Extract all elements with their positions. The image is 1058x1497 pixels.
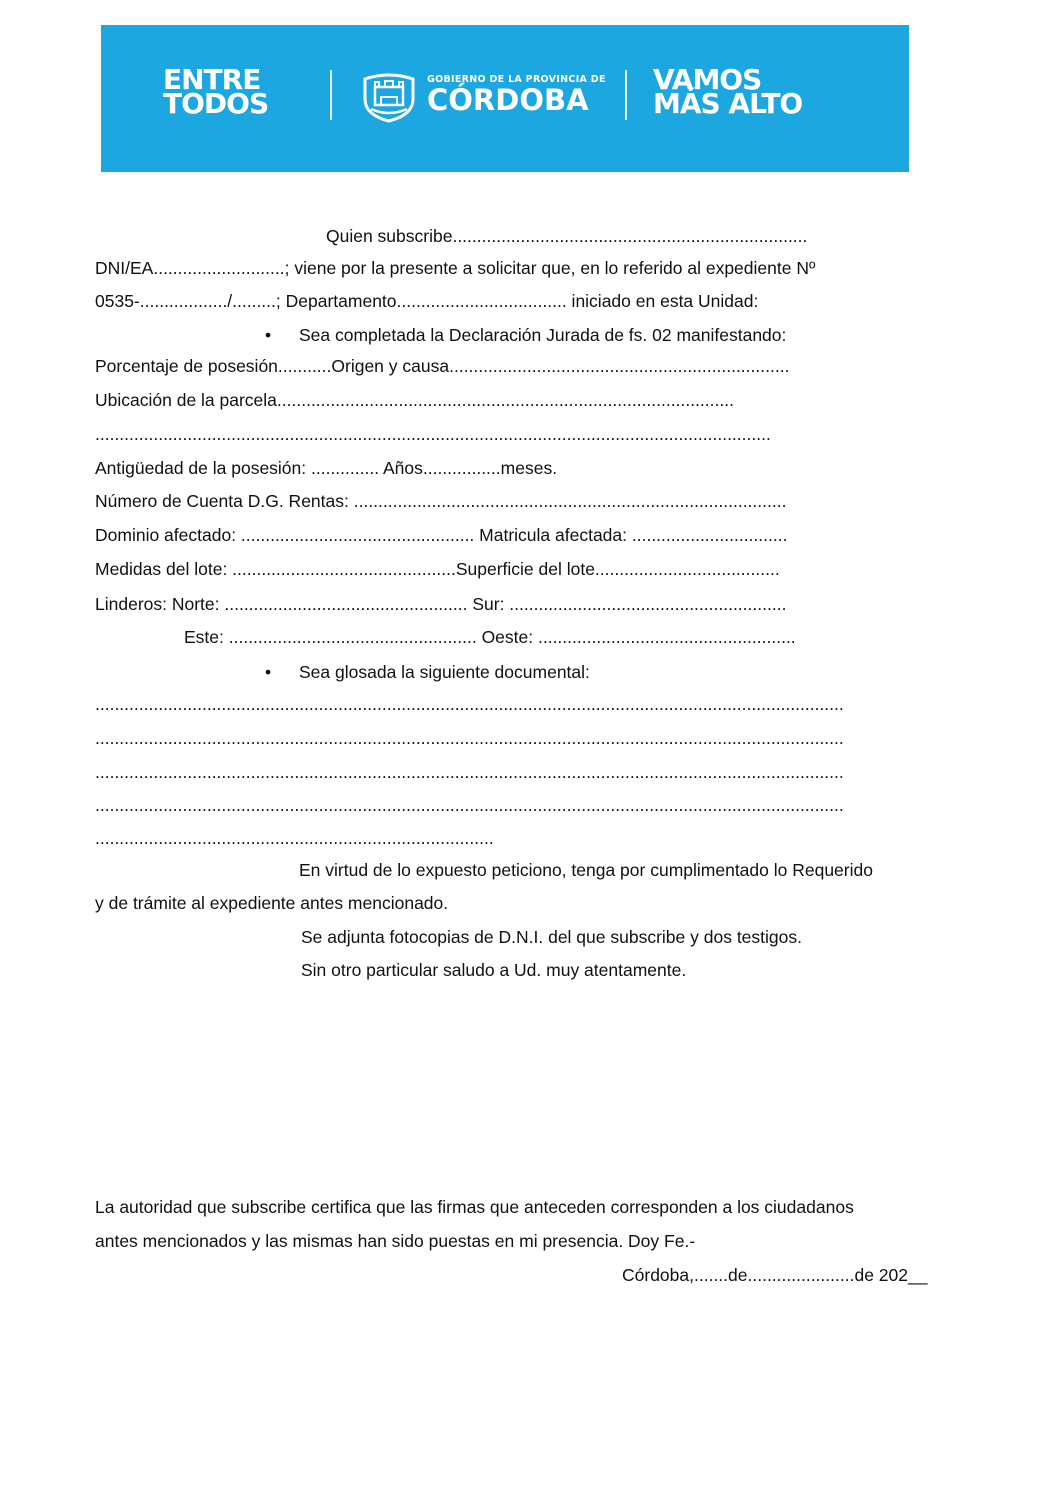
peticion-line-2: y de trámite al expediente antes mencionado.	[95, 893, 449, 913]
bullet-declaracion: Sea completada la Declaración Jurada de fs. 02 manifestando:	[299, 325, 787, 345]
divider	[625, 70, 627, 120]
gobierno-label: GOBIERNO DE LA PROVINCIA DE	[427, 74, 606, 85]
logo-line: TODOS	[163, 87, 269, 120]
bullet-documental: Sea glosada la siguiente documental:	[299, 662, 590, 682]
doc-line: ..........................................................................................................................................................	[95, 694, 844, 714]
porcentaje-line: Porcentaje de posesión...........Origen y causa......................................................................	[95, 356, 790, 376]
cuenta-line: Número de Cuenta D.G. Rentas: .........................................................................................	[95, 491, 787, 511]
medidas-line: Medidas del lote: ..............................................Superficie del lote......................................	[95, 559, 780, 579]
certificacion-line-2: antes mencionados y las mismas han sido puestas en mi presencia. Doy Fe.-	[95, 1231, 696, 1251]
logo-line: VAMOS	[653, 63, 762, 96]
certificacion-line-1: La autoridad que subscribe certifica que las firmas que anteceden corresponden a los ciudadanos	[95, 1197, 854, 1217]
subscriber-line: Quien subscribe.........................................................................	[326, 226, 808, 246]
entre-todos-logo	[163, 63, 269, 120]
header-banner	[101, 25, 909, 172]
antiguedad-line: Antigüedad de la posesión: .............. Años................meses.	[95, 458, 558, 478]
doc-line: ..........................................................................................................................................................	[95, 762, 844, 782]
date-line: Córdoba,.......de......................de 202__	[622, 1265, 928, 1285]
expediente-line: 0535-................../.........; Departamento................................... iniciado en esta Unidad:	[95, 291, 759, 311]
doc-line: ..........................................................................................................................................................	[95, 795, 844, 815]
dotted-line: ...........................................................................................................................................	[95, 424, 771, 444]
linderos-este-oeste-line: Este: ................................................... Oeste: .....................................................	[184, 627, 796, 647]
adjunta-line: Se adjunta fotocopias de D.N.I. del que subscribe y dos testigos.	[301, 927, 802, 947]
bullet-icon: •	[265, 325, 272, 345]
ubicacion-line: Ubicación de la parcela..............................................................................................	[95, 390, 734, 410]
doc-line: ..........................................................................................................................................................	[95, 728, 844, 748]
cordoba-label: CÓRDOBA	[427, 83, 589, 117]
dominio-line: Dominio afectado: ................................................ Matricula afectada: ................................	[95, 525, 788, 545]
coat-of-arms-icon	[359, 69, 419, 123]
divider	[330, 70, 332, 120]
saludo-line: Sin otro particular saludo a Ud. muy atentamente.	[301, 960, 687, 980]
linderos-norte-sur-line: Linderos: Norte: .................................................. Sur: .........................................................	[95, 594, 787, 614]
dni-line: DNI/EA...........................; viene por la presente a solicitar que, en lo referido al expediente Nº	[95, 258, 816, 278]
logo-line: MÁS ALTO	[653, 87, 803, 120]
vamos-mas-alto-logo	[653, 63, 803, 120]
doc-line-short: ..................................................................................	[95, 828, 494, 848]
peticion-line-1: En virtud de lo expuesto peticiono, tenga por cumplimentado lo Requerido	[299, 860, 873, 880]
bullet-icon: •	[265, 662, 272, 682]
logo-line: ENTRE	[163, 63, 261, 96]
